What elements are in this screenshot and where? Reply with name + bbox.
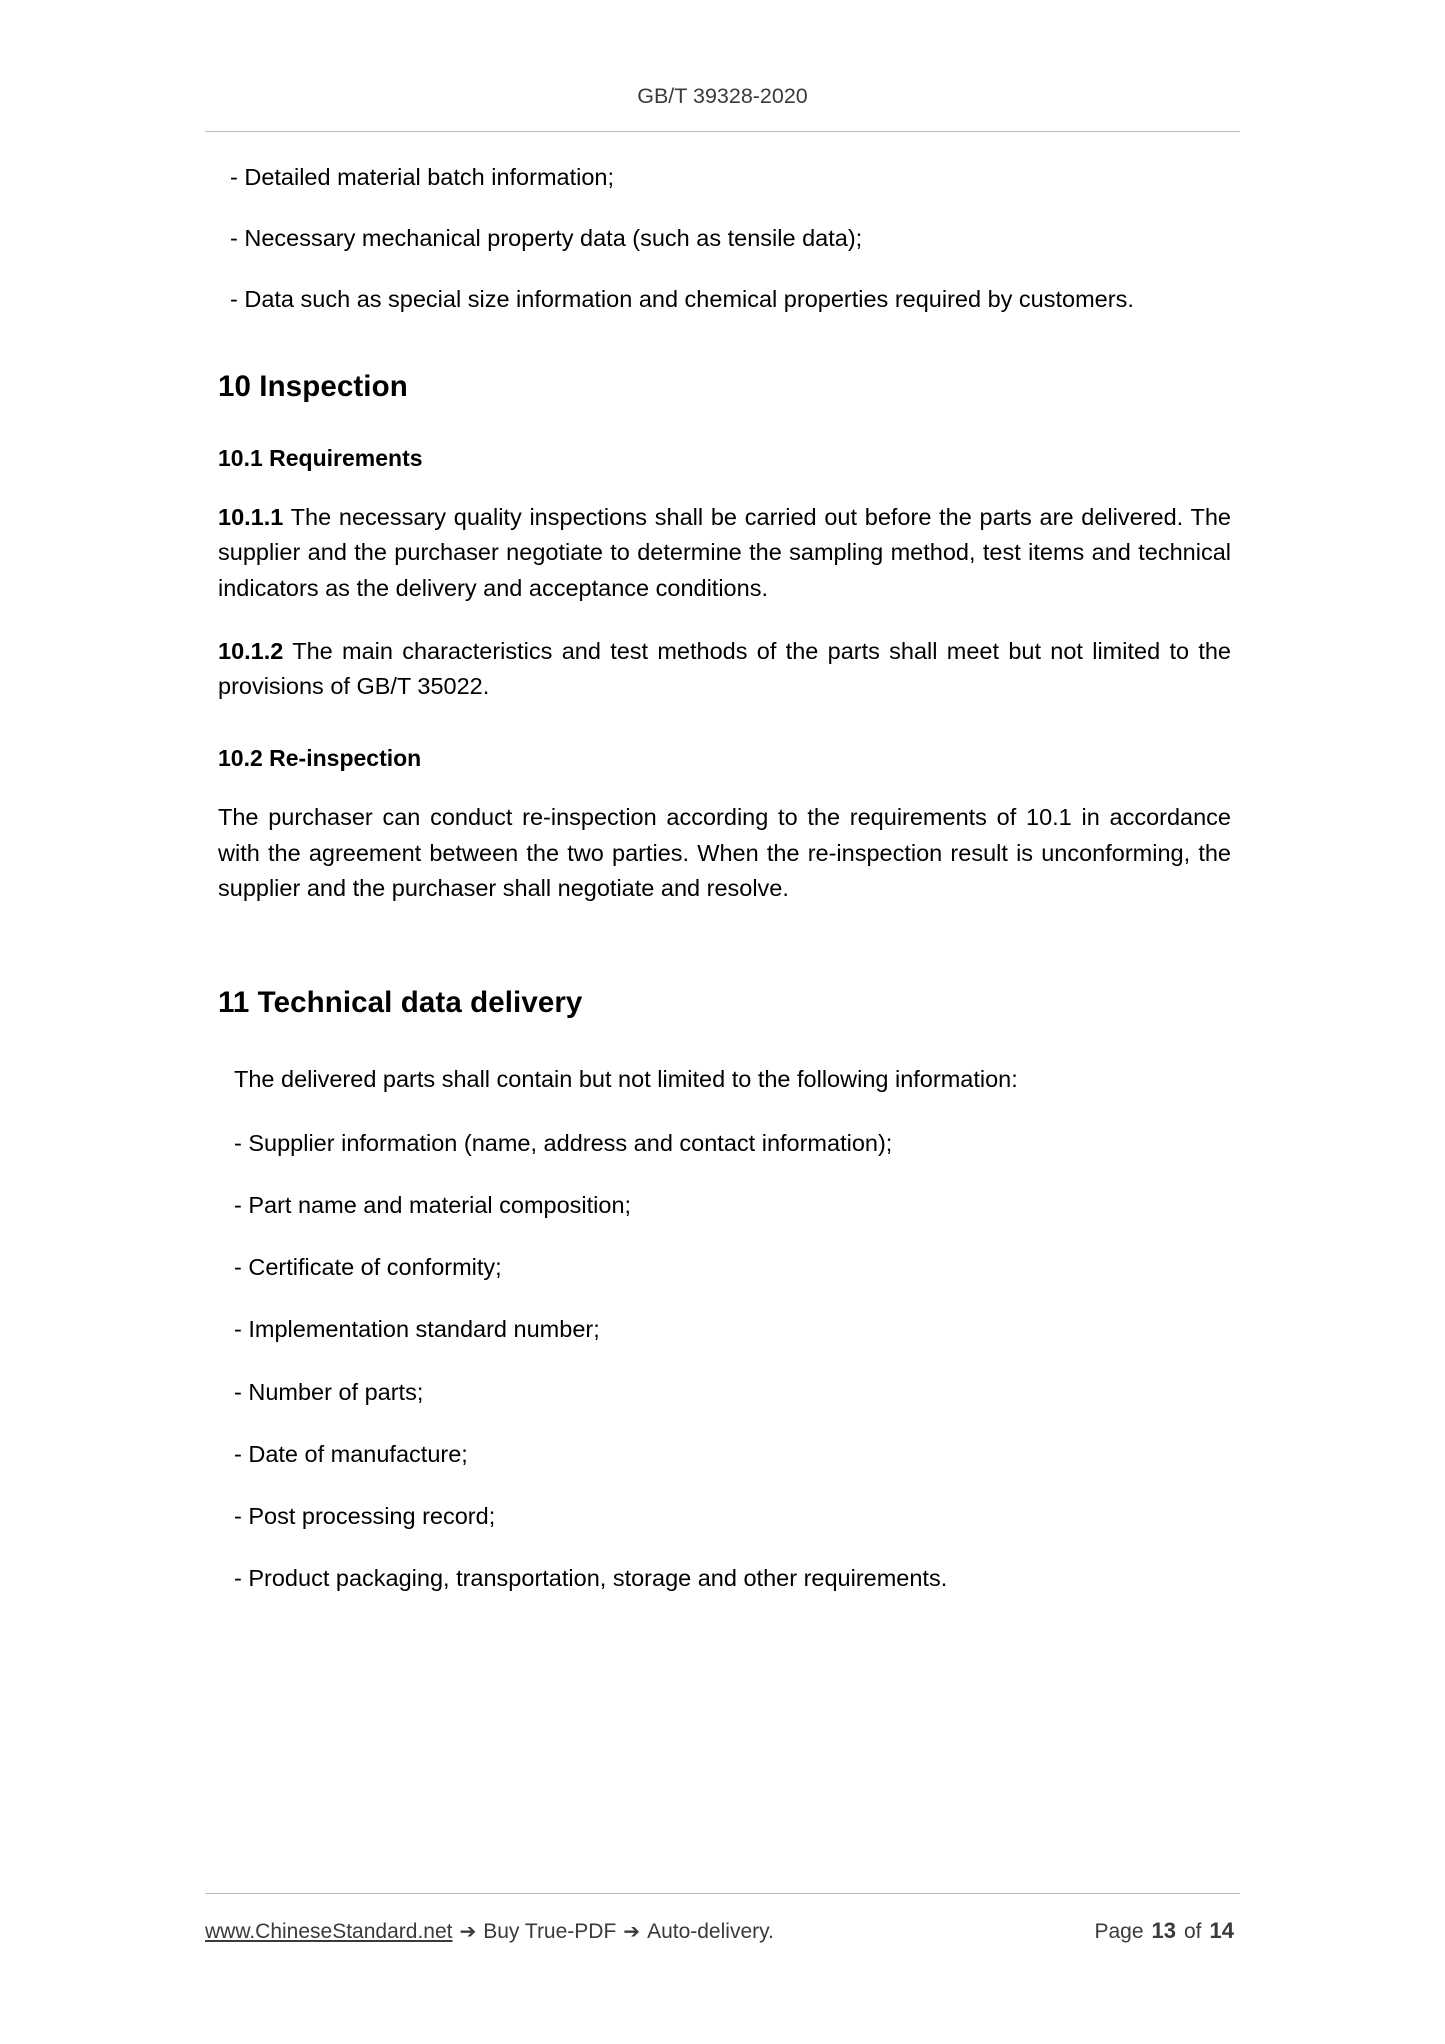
of-label: of: [1184, 1920, 1202, 1943]
header-divider: [205, 131, 1240, 132]
list-item: - Implementation standard number;: [234, 1316, 600, 1343]
section-heading-10: 10 Inspection: [218, 370, 408, 404]
clause-10-1-1: [218, 500, 1231, 606]
clause-number: 10.1.2: [218, 637, 284, 664]
list-item: - Necessary mechanical property data (such as tensile data);: [230, 225, 863, 252]
top-bullet-list: [218, 160, 1231, 316]
clause-text: The main characteristics and test methods of the parts shall meet but not limited to the provisions of GB/T 35022.: [218, 637, 1231, 700]
section-11-list: [218, 1126, 1231, 1595]
page-content: [218, 160, 1231, 1623]
list-item: - Post processing record;: [234, 1502, 496, 1529]
list-item: - Certificate of conformity;: [234, 1254, 502, 1281]
current-page-number: 13: [1151, 1918, 1176, 1943]
buy-label: Buy True-PDF: [483, 1920, 617, 1943]
arrow-right-icon: ➔: [459, 1921, 477, 1943]
page-header: [205, 84, 1240, 109]
total-page-number: 14: [1209, 1918, 1234, 1943]
delivery-label: Auto-delivery.: [647, 1920, 774, 1943]
section-11-intro: The delivered parts shall contain but not limited to the following information:: [234, 1066, 1018, 1093]
arrow-right-icon: ➔: [623, 1921, 641, 1943]
section-heading-11: 11 Technical data delivery: [218, 986, 583, 1020]
list-item: - Detailed material batch information;: [230, 164, 615, 190]
footer-promo: [205, 1919, 774, 1944]
clause-text: The necessary quality inspections shall be carried out before the parts are delivered. The supplier and the purchaser negotiate to determine the sampling method, test items and technical indicators as the delivery and acceptance conditions.: [218, 504, 1231, 601]
clause-number: 10.1.1: [218, 504, 284, 531]
list-item: - Supplier information (name, address and contact information);: [234, 1130, 893, 1157]
list-item: - Date of manufacture;: [234, 1440, 468, 1467]
list-item: - Product packaging, transportation, storage and other requirements.: [234, 1564, 948, 1591]
footer-divider: [205, 1893, 1240, 1894]
standard-number: GB/T 39328-2020: [637, 84, 808, 108]
list-item: - Number of parts;: [234, 1378, 424, 1405]
subsection-heading-10-2: 10.2 Re-inspection: [218, 745, 422, 772]
page-indicator: [1094, 1918, 1240, 1944]
subsection-heading-10-1: 10.1 Requirements: [218, 445, 423, 472]
list-item: - Part name and material composition;: [234, 1192, 632, 1219]
page-label: Page: [1094, 1920, 1144, 1943]
website-link[interactable]: www.ChineseStandard.net: [205, 1920, 453, 1943]
clause-10-2-body: The purchaser can conduct re-inspection according to the requirements of 10.1 in accordance with the agreement between the two parties. When the re-inspection result is unconforming, the supplier and the purchaser shall negotiate and resolve.: [218, 804, 1231, 901]
page-footer: [205, 1918, 1240, 1944]
list-item: - Data such as special size information and chemical properties required by customers.: [230, 286, 1134, 313]
clause-10-1-2: [218, 634, 1231, 705]
